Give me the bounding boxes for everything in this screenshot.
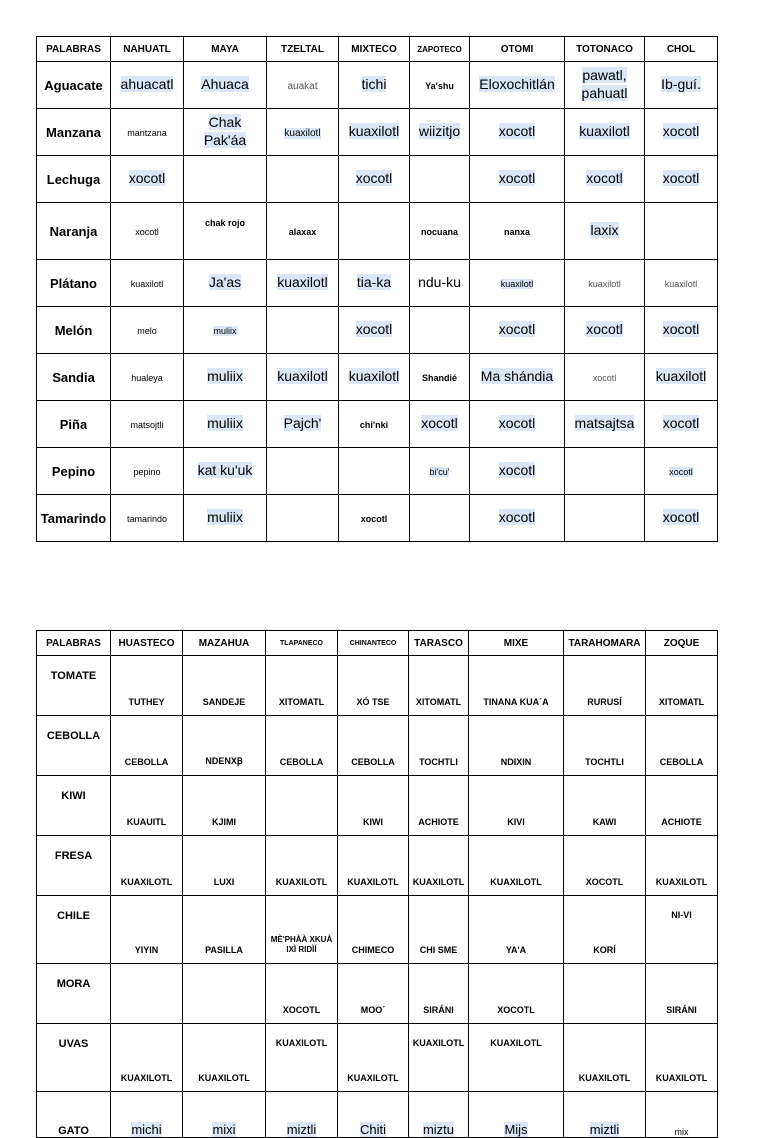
table-row bbox=[37, 964, 718, 1024]
header-cell: CHINANTECO bbox=[338, 631, 409, 656]
word-cell: Pepino bbox=[37, 448, 111, 495]
table-cell: kuaxilotl bbox=[267, 109, 339, 156]
table-cell: XITOMATL bbox=[409, 656, 469, 716]
table-cell: MOO´ bbox=[338, 964, 409, 1024]
header-cell: TZELTAL bbox=[267, 37, 339, 62]
table-cell: bi'cu' bbox=[410, 448, 470, 495]
table-cell: muliix bbox=[184, 307, 267, 354]
header-cell: CHOL bbox=[645, 37, 718, 62]
table-cell: TOCHTLI bbox=[564, 716, 646, 776]
table-cell: xocotl bbox=[565, 156, 645, 203]
table-cell: NI-VI bbox=[646, 896, 718, 964]
word-cell: Plátano bbox=[37, 260, 111, 307]
word-cell: Tamarindo bbox=[37, 495, 111, 542]
table-cell: chak rojo bbox=[184, 203, 267, 260]
word-cell: Sandia bbox=[37, 354, 111, 401]
table-cell: KIWI bbox=[338, 776, 409, 836]
table-cell: ndu-ku bbox=[410, 260, 470, 307]
table-cell: Chiti bbox=[338, 1092, 409, 1138]
table-cell: kuaxilotl bbox=[565, 109, 645, 156]
table-cell: YA'A bbox=[469, 896, 564, 964]
table-cell bbox=[565, 448, 645, 495]
table-cell: XITOMATL bbox=[646, 656, 718, 716]
table-cell: KUAXILOTL bbox=[469, 836, 564, 896]
table-cell: NDENXꞴ bbox=[183, 716, 266, 776]
table-cell: RURUSÍ bbox=[564, 656, 646, 716]
table-cell: muliix bbox=[184, 495, 267, 542]
header-cell: ZOQUE bbox=[646, 631, 718, 656]
table-cell: SIRÁNI bbox=[409, 964, 469, 1024]
table-cell bbox=[339, 448, 410, 495]
table-cell: kuaxilotl bbox=[470, 260, 565, 307]
table-cell: SANDEJE bbox=[183, 656, 266, 716]
table-cell: CEBOLLA bbox=[266, 716, 338, 776]
table-cell: xocotl bbox=[645, 401, 718, 448]
word-cell: TOMATE bbox=[37, 656, 111, 716]
header-cell: MAZAHUA bbox=[183, 631, 266, 656]
table-row bbox=[37, 307, 718, 354]
table-cell: kuaxilotl bbox=[339, 354, 410, 401]
table-cell: xocotl bbox=[339, 495, 410, 542]
table-row bbox=[37, 354, 718, 401]
table-cell: auakat bbox=[267, 62, 339, 109]
header-cell: ZAPOTECO bbox=[410, 37, 470, 62]
table-cell: ACHIOTE bbox=[409, 776, 469, 836]
table-cell bbox=[267, 495, 339, 542]
header-cell: PALABRAS bbox=[37, 37, 111, 62]
table-cell: MÈ'PHÀÀ XKUÀ IXÌ RIDÌÍ bbox=[266, 896, 338, 964]
header-cell: TARASCO bbox=[409, 631, 469, 656]
table-cell bbox=[183, 964, 266, 1024]
word-cell: Manzana bbox=[37, 109, 111, 156]
table-cell: kuaxilotl bbox=[267, 260, 339, 307]
table-cell bbox=[564, 964, 646, 1024]
table-cell: NDIXIN bbox=[469, 716, 564, 776]
table-cell: xocotl bbox=[565, 307, 645, 354]
word-cell: Melón bbox=[37, 307, 111, 354]
table-cell: xocotl bbox=[470, 401, 565, 448]
table-row bbox=[37, 62, 718, 109]
table-cell: tichi bbox=[339, 62, 410, 109]
table-cell: PASILLA bbox=[183, 896, 266, 964]
table-cell: kuaxilotl bbox=[267, 354, 339, 401]
table-cell: XÓ TSE bbox=[338, 656, 409, 716]
table-cell: pepino bbox=[111, 448, 184, 495]
header-cell: TARAHOMARA bbox=[564, 631, 646, 656]
table-cell: KUAXILOTL bbox=[564, 1024, 646, 1092]
word-cell: KIWI bbox=[37, 776, 111, 836]
table-cell: xocotl bbox=[470, 307, 565, 354]
table-cell: KUAXILOTL bbox=[111, 1024, 183, 1092]
table-cell: xocotl bbox=[645, 307, 718, 354]
table-cell: kuaxilotl bbox=[645, 354, 718, 401]
table-cell: laxix bbox=[565, 203, 645, 260]
table-cell: KJIMI bbox=[183, 776, 266, 836]
table-cell bbox=[111, 964, 183, 1024]
table-cell bbox=[339, 203, 410, 260]
table-cell: alaxax bbox=[267, 203, 339, 260]
header-cell: PALABRAS bbox=[37, 631, 111, 656]
table-row bbox=[37, 109, 718, 156]
table-cell: KUAXILOTL bbox=[646, 836, 718, 896]
table-row bbox=[37, 896, 718, 964]
table-cell: KUAXILOTL bbox=[409, 836, 469, 896]
table-cell: hualeya bbox=[111, 354, 184, 401]
table-cell: kuaxilotl bbox=[645, 260, 718, 307]
table-cell: kuaxilotl bbox=[111, 260, 184, 307]
table-cell: melo bbox=[111, 307, 184, 354]
table-cell: pawatl, pahuatl bbox=[565, 62, 645, 109]
table-cell: Shandié bbox=[410, 354, 470, 401]
table-cell: KUAXILOTL bbox=[646, 1024, 718, 1092]
table-row bbox=[37, 401, 718, 448]
table-cell: TINANA KUA´A bbox=[469, 656, 564, 716]
table-cell: xocotl bbox=[410, 401, 470, 448]
table-cell: xocotl bbox=[470, 156, 565, 203]
word-cell: FRESA bbox=[37, 836, 111, 896]
table-header-row bbox=[37, 37, 718, 62]
header-cell: TOTONACO bbox=[565, 37, 645, 62]
table-cell: KAWI bbox=[564, 776, 646, 836]
table-row bbox=[37, 1024, 718, 1092]
table-cell: wiizitjo bbox=[410, 109, 470, 156]
table-cell: xocotl bbox=[111, 156, 184, 203]
table-cell: matsajtsa bbox=[565, 401, 645, 448]
table-cell: TOCHTLI bbox=[409, 716, 469, 776]
table-cell: XOCOTL bbox=[266, 964, 338, 1024]
table-cell: kuaxilotl bbox=[339, 109, 410, 156]
table-cell: nocuana bbox=[410, 203, 470, 260]
table-cell: muliix bbox=[184, 354, 267, 401]
table-cell: Mijs bbox=[469, 1092, 564, 1138]
table-cell: YIYIN bbox=[111, 896, 183, 964]
table-cell bbox=[410, 307, 470, 354]
table-cell: Ma shándia bbox=[470, 354, 565, 401]
table-cell: Ib-guí. bbox=[645, 62, 718, 109]
table-cell bbox=[267, 448, 339, 495]
table-row bbox=[37, 448, 718, 495]
table-cell: xocotl bbox=[339, 307, 410, 354]
table-cell: xocotl bbox=[470, 495, 565, 542]
table-cell bbox=[565, 495, 645, 542]
header-cell: MAYA bbox=[184, 37, 267, 62]
table-cell: KUAXILOTL bbox=[409, 1024, 469, 1092]
table-cell: xocotl bbox=[565, 354, 645, 401]
table-cell: kat ku'uk bbox=[184, 448, 267, 495]
table-cell: XOCOTL bbox=[564, 836, 646, 896]
table-cell bbox=[645, 203, 718, 260]
header-cell: NAHUATL bbox=[111, 37, 184, 62]
table-cell: ahuacatl bbox=[111, 62, 184, 109]
table-row bbox=[37, 260, 718, 307]
header-cell: MIXTECO bbox=[339, 37, 410, 62]
table-cell: muliix bbox=[184, 401, 267, 448]
word-cell: GATO bbox=[37, 1092, 111, 1138]
vocabulary-table-1 bbox=[36, 36, 718, 542]
word-cell: MORA bbox=[37, 964, 111, 1024]
table-row bbox=[37, 656, 718, 716]
table-row bbox=[37, 836, 718, 896]
table-row bbox=[37, 156, 718, 203]
table-cell: KUAXILOTL bbox=[469, 1024, 564, 1092]
word-cell: CHILE bbox=[37, 896, 111, 964]
table-cell: CEBOLLA bbox=[338, 716, 409, 776]
table-cell: miztu bbox=[409, 1092, 469, 1138]
table-cell: mantzana bbox=[111, 109, 184, 156]
table-cell: xocotl bbox=[645, 495, 718, 542]
table-cell: Ya'shu bbox=[410, 62, 470, 109]
table-cell: Eloxochitlán bbox=[470, 62, 565, 109]
table-cell: xocotl bbox=[645, 109, 718, 156]
word-cell: Aguacate bbox=[37, 62, 111, 109]
word-cell: Lechuga bbox=[37, 156, 111, 203]
table-cell: Ja'as bbox=[184, 260, 267, 307]
word-cell: Piña bbox=[37, 401, 111, 448]
table-cell: KUAXILOTL bbox=[111, 836, 183, 896]
table-cell: xocotl bbox=[470, 109, 565, 156]
header-cell: OTOMI bbox=[470, 37, 565, 62]
table-row bbox=[37, 495, 718, 542]
table-cell: ACHIOTE bbox=[646, 776, 718, 836]
header-cell: MIXE bbox=[469, 631, 564, 656]
table-cell: miztli bbox=[564, 1092, 646, 1138]
table-cell: xocotl bbox=[645, 448, 718, 495]
table-cell: KUAUITL bbox=[111, 776, 183, 836]
table-cell: mixi bbox=[183, 1092, 266, 1138]
table-cell: TUTHEY bbox=[111, 656, 183, 716]
table-cell: miztli bbox=[266, 1092, 338, 1138]
table-cell: xocotl bbox=[645, 156, 718, 203]
table-row bbox=[37, 776, 718, 836]
word-cell: UVAS bbox=[37, 1024, 111, 1092]
table-row bbox=[37, 203, 718, 260]
table-cell: CEBOLLA bbox=[111, 716, 183, 776]
table-cell: xocotl bbox=[111, 203, 184, 260]
table-cell bbox=[410, 495, 470, 542]
table-cell: KUAXILOTL bbox=[266, 1024, 338, 1092]
table-cell bbox=[410, 156, 470, 203]
table-cell bbox=[184, 156, 267, 203]
table-cell bbox=[267, 156, 339, 203]
table-cell: XOCOTL bbox=[469, 964, 564, 1024]
table-cell: KORÍ bbox=[564, 896, 646, 964]
table-cell: tamarindo bbox=[111, 495, 184, 542]
header-cell: HUASTECO bbox=[111, 631, 183, 656]
table-cell: Ahuaca bbox=[184, 62, 267, 109]
table-row bbox=[37, 716, 718, 776]
table-cell: CHI SME bbox=[409, 896, 469, 964]
table-cell: KUAXILOTL bbox=[266, 836, 338, 896]
table-cell: mix bbox=[646, 1092, 718, 1138]
table-cell: LUXI bbox=[183, 836, 266, 896]
table-cell: chi'nki bbox=[339, 401, 410, 448]
table-cell: SIRÁNI bbox=[646, 964, 718, 1024]
table-cell: CHIMECO bbox=[338, 896, 409, 964]
table-cell: KUAXILOTL bbox=[338, 836, 409, 896]
table-cell: michi bbox=[111, 1092, 183, 1138]
word-cell: Naranja bbox=[37, 203, 111, 260]
table-cell: nanxa bbox=[470, 203, 565, 260]
table-cell: KIVI bbox=[469, 776, 564, 836]
word-cell: CEBOLLA bbox=[37, 716, 111, 776]
vocabulary-table-2 bbox=[36, 630, 718, 1138]
table-cell: tia-ka bbox=[339, 260, 410, 307]
header-cell: TLAPANECO bbox=[266, 631, 338, 656]
table-cell: KUAXILOTL bbox=[183, 1024, 266, 1092]
table-cell: Chak Pak'áa bbox=[184, 109, 267, 156]
table-cell: matsojtli bbox=[111, 401, 184, 448]
table-header-row bbox=[37, 631, 718, 656]
table-cell: Pajch' bbox=[267, 401, 339, 448]
table-cell: CEBOLLA bbox=[646, 716, 718, 776]
table-cell bbox=[267, 307, 339, 354]
table-cell: KUAXILOTL bbox=[338, 1024, 409, 1092]
table-cell: xocotl bbox=[470, 448, 565, 495]
table-cell: xocotl bbox=[339, 156, 410, 203]
table-cell bbox=[266, 776, 338, 836]
table-cell: XITOMATL bbox=[266, 656, 338, 716]
table-cell: kuaxilotl bbox=[565, 260, 645, 307]
table-row bbox=[37, 1092, 718, 1138]
